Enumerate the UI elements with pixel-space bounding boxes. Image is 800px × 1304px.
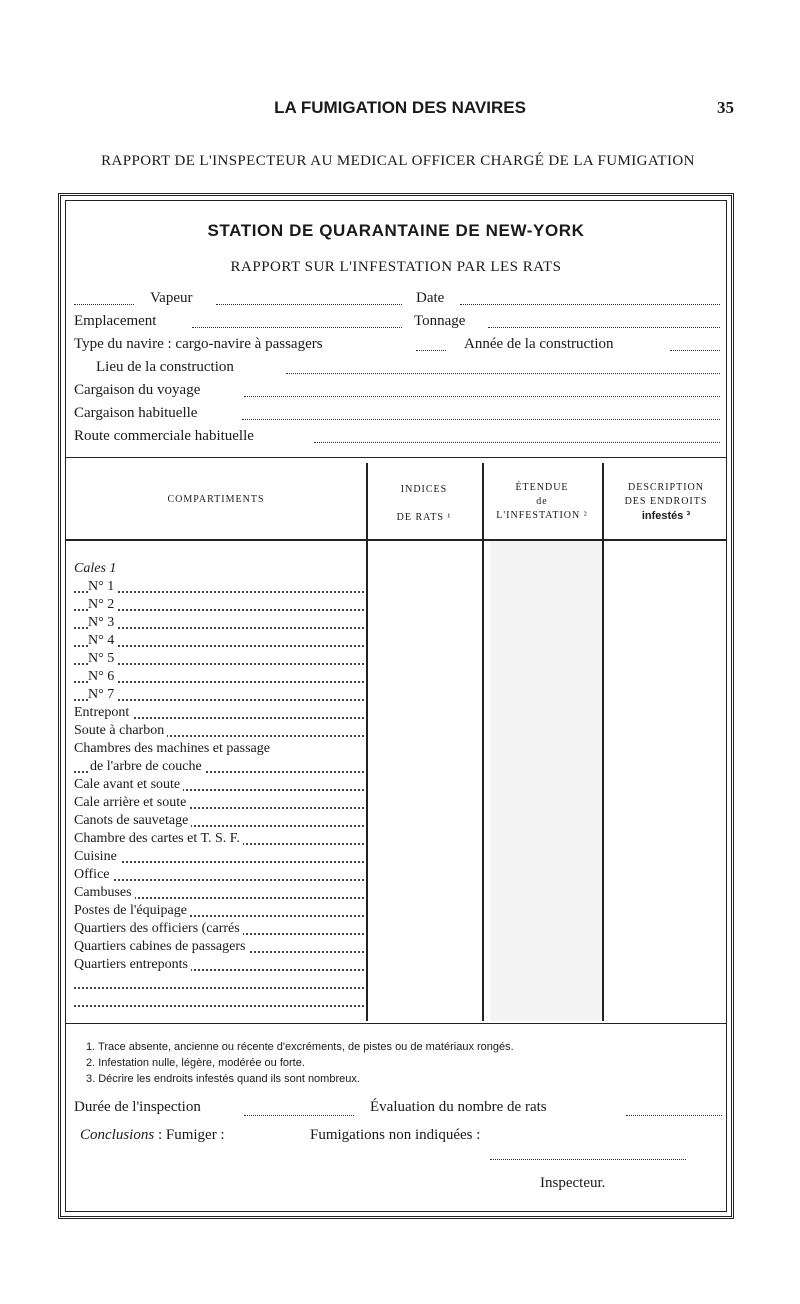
col-indices bbox=[366, 483, 482, 525]
date-label: Date bbox=[416, 290, 448, 307]
row-route bbox=[74, 427, 720, 447]
station-heading: STATION DE QUARANTAINE DE NEW-YORK bbox=[207, 221, 585, 240]
tonnage-label: Tonnage bbox=[414, 313, 469, 330]
list-item bbox=[74, 867, 364, 885]
annee-field[interactable] bbox=[670, 350, 720, 351]
row-emplacement bbox=[74, 312, 720, 332]
column-shading bbox=[490, 541, 602, 1021]
col-description-line1: DESCRIPTION bbox=[627, 482, 704, 493]
dot-leader bbox=[74, 987, 364, 989]
vapeur-label: Vapeur bbox=[150, 290, 196, 307]
compartment-label: Cale arrière et soute bbox=[74, 795, 189, 810]
compartment-label: de l'arbre de couche bbox=[90, 759, 205, 774]
list-item bbox=[74, 597, 364, 615]
running-header bbox=[0, 98, 800, 124]
row-lieu bbox=[74, 358, 720, 378]
emplacement-label: Emplacement bbox=[74, 313, 160, 330]
compartment-label: Office bbox=[74, 867, 113, 882]
col-indices-line1: INDICES bbox=[400, 484, 448, 495]
list-item bbox=[74, 705, 364, 723]
lieu-field[interactable] bbox=[286, 373, 720, 374]
compartment-label: Cales 1 bbox=[74, 561, 119, 576]
dot-leader bbox=[74, 627, 364, 629]
list-item bbox=[74, 795, 364, 813]
list-item bbox=[74, 957, 364, 975]
column-divider bbox=[482, 463, 484, 1021]
list-item bbox=[74, 579, 364, 597]
dot-leader bbox=[74, 879, 364, 881]
emplacement-field[interactable] bbox=[192, 327, 402, 328]
list-item bbox=[74, 849, 364, 867]
blank-line bbox=[74, 304, 134, 305]
vapeur-field[interactable] bbox=[216, 304, 402, 305]
dot-leader bbox=[74, 699, 364, 701]
header-rule bbox=[66, 539, 726, 541]
signature-field[interactable] bbox=[490, 1159, 686, 1160]
annee-label: Année de la construction bbox=[464, 336, 618, 353]
cargaison-voyage-field[interactable] bbox=[244, 396, 720, 397]
compartment-label: Soute à charbon bbox=[74, 723, 167, 738]
compartment-label: N° 7 bbox=[88, 687, 117, 702]
compartment-label: Cale avant et soute bbox=[74, 777, 183, 792]
col-etendue-line3: L'INFESTATION ² bbox=[496, 510, 588, 521]
compartment-label: N° 3 bbox=[88, 615, 117, 630]
compartment-label: N° 1 bbox=[88, 579, 117, 594]
dot-leader bbox=[74, 591, 364, 593]
non-indiquees-label: Fumigations non indiquées : bbox=[310, 1127, 481, 1143]
list-item bbox=[74, 777, 364, 795]
list-item bbox=[74, 831, 364, 849]
route-field[interactable] bbox=[314, 442, 720, 443]
footnote-2: 2. Infestation nulle, légère, modérée ou forte. bbox=[86, 1057, 305, 1069]
compartment-label: N° 6 bbox=[88, 669, 117, 684]
report-heading: RAPPORT SUR L'INFESTATION PAR LES RATS bbox=[230, 259, 562, 275]
compartment-label: Chambre des cartes et T. S. F. bbox=[74, 831, 243, 846]
form-inner-border bbox=[65, 200, 727, 1212]
compartment-label: Postes de l'équipage bbox=[74, 903, 190, 918]
date-field[interactable] bbox=[460, 304, 720, 305]
type-field[interactable] bbox=[416, 350, 446, 351]
evaluation-field[interactable] bbox=[626, 1115, 722, 1116]
compartment-label: N° 2 bbox=[88, 597, 117, 612]
list-item bbox=[74, 651, 364, 669]
row-vapeur-date bbox=[74, 289, 720, 309]
col-etendue bbox=[482, 481, 602, 523]
blank-row bbox=[74, 993, 364, 1011]
dot-leader bbox=[74, 663, 364, 665]
tonnage-field[interactable] bbox=[488, 327, 720, 328]
list-item bbox=[74, 813, 364, 831]
row-cargaison-habituelle bbox=[74, 404, 720, 424]
section-divider bbox=[66, 457, 726, 458]
list-item bbox=[74, 759, 364, 777]
table-bottom-rule bbox=[66, 1023, 726, 1024]
col-compartiments: COMPARTIMENTS bbox=[167, 494, 265, 505]
cargaison-habituelle-label: Cargaison habituelle bbox=[74, 405, 201, 422]
column-divider bbox=[602, 463, 604, 1021]
list-item bbox=[74, 687, 364, 705]
page-number: 35 bbox=[717, 98, 734, 117]
list-item bbox=[74, 723, 364, 741]
list-item bbox=[74, 741, 364, 759]
row-type bbox=[74, 335, 720, 355]
col-indices-line2: DE RATS ¹ bbox=[396, 512, 452, 523]
dot-leader bbox=[74, 609, 364, 611]
duree-field[interactable] bbox=[244, 1115, 354, 1116]
cargaison-habituelle-field[interactable] bbox=[242, 419, 720, 420]
list-item bbox=[74, 669, 364, 687]
compartment-label: Cuisine bbox=[74, 849, 120, 864]
compartment-label: Quartiers des officiers (carrés bbox=[74, 921, 243, 936]
conclusions-row bbox=[80, 1127, 225, 1144]
evaluation-label: Évaluation du nombre de rats bbox=[370, 1099, 547, 1115]
dot-leader bbox=[74, 1005, 364, 1007]
blank-row bbox=[74, 975, 364, 993]
duree-label: Durée de l'inspection bbox=[74, 1099, 201, 1115]
col-description bbox=[602, 481, 730, 524]
inspecteur-label: Inspecteur. bbox=[540, 1175, 606, 1191]
compartment-label: Quartiers cabines de passagers bbox=[74, 939, 248, 954]
form-caption: RAPPORT DE L'INSPECTEUR AU MEDICAL OFFICER CHARGÉ DE LA FUMIGATION bbox=[101, 153, 695, 169]
column-divider bbox=[366, 463, 368, 1021]
list-item bbox=[74, 885, 364, 903]
dot-leader bbox=[74, 645, 364, 647]
list-item bbox=[74, 561, 364, 579]
footnote-1: 1. Trace absente, ancienne ou récente d'excréments, de pistes ou de matériaux rongés. bbox=[86, 1041, 514, 1053]
conclusions-label: Conclusions bbox=[80, 1127, 155, 1143]
compartment-label: Cambuses bbox=[74, 885, 135, 900]
compartment-label: Entrepont bbox=[74, 705, 132, 720]
compartment-label: Chambres des machines et passage bbox=[74, 741, 273, 756]
route-label: Route commerciale habituelle bbox=[74, 428, 258, 445]
cargaison-voyage-label: Cargaison du voyage bbox=[74, 382, 204, 399]
col-etendue-line2: de bbox=[536, 496, 548, 507]
col-etendue-line1: ÉTENDUE bbox=[515, 482, 569, 493]
list-item bbox=[74, 921, 364, 939]
row-cargaison-voyage bbox=[74, 381, 720, 401]
running-title: LA FUMIGATION DES NAVIRES bbox=[274, 98, 526, 117]
list-item bbox=[74, 633, 364, 651]
compartment-label: Quartiers entreponts bbox=[74, 957, 191, 972]
list-item bbox=[74, 903, 364, 921]
fumiger-label: : Fumiger : bbox=[157, 1127, 225, 1143]
list-item bbox=[74, 939, 364, 957]
col-description-line2: DES ENDROITS bbox=[624, 496, 708, 507]
col-description-line3-text: infestés ³ bbox=[641, 510, 691, 522]
type-label: Type du navire : cargo-navire à passagers bbox=[74, 336, 327, 353]
compartment-label: N° 4 bbox=[88, 633, 117, 648]
compartment-label: Canots de sauvetage bbox=[74, 813, 191, 828]
compartment-label: N° 5 bbox=[88, 651, 117, 666]
col-description-line3 bbox=[602, 509, 730, 524]
footnote-3: 3. Décrire les endroits infestés quand ils sont nombreux. bbox=[86, 1073, 360, 1085]
dot-leader bbox=[74, 681, 364, 683]
list-item bbox=[74, 615, 364, 633]
lieu-label: Lieu de la construction bbox=[96, 359, 238, 376]
report-form bbox=[58, 193, 734, 1219]
